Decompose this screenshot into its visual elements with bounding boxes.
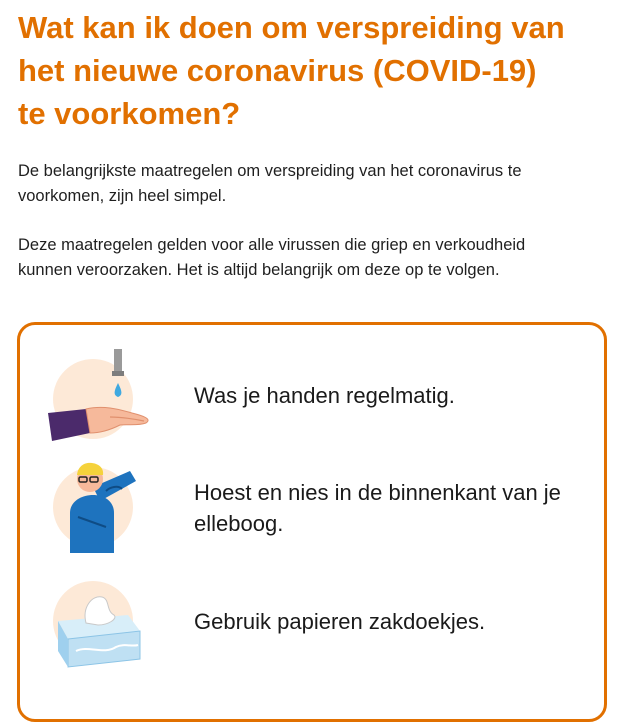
measure-item-3	[194, 606, 614, 637]
cough-elbow-icon	[48, 457, 158, 557]
measure-item-2	[194, 477, 614, 539]
measures-card	[17, 322, 607, 722]
intro-p1-line-2: voorkomen, zijn heel simpel.	[18, 187, 227, 205]
page-title	[18, 6, 618, 135]
measure-2-line-1: Hoest en nies in de binnenkant van je	[194, 480, 561, 505]
measure-1-line-1: Was je handen regelmatig.	[194, 383, 455, 408]
measure-2-line-2: elleboog.	[194, 511, 284, 536]
intro-p1-line-1: De belangrijkste maatregelen om verspreiding van het coronavirus te	[18, 162, 522, 180]
intro-p2-line-1: Deze maatregelen gelden voor alle virussen die griep en verkoudheid	[18, 236, 526, 254]
intro-paragraph-1	[18, 159, 618, 209]
title-line-2: het nieuwe coronavirus (COVID-19)	[18, 53, 537, 88]
title-line-3: te voorkomen?	[18, 96, 241, 131]
intro-p2-line-2: kunnen veroorzaken. Het is altijd belangrijk om deze op te volgen.	[18, 261, 500, 279]
measure-3-line-1: Gebruik papieren zakdoekjes.	[194, 609, 486, 634]
title-line-1: Wat kan ik doen om verspreiding van	[18, 10, 565, 45]
measure-item-1	[194, 380, 614, 411]
tissue-box-icon	[48, 571, 158, 671]
intro-paragraph-2	[18, 233, 618, 283]
hand-washing-icon	[48, 347, 158, 447]
